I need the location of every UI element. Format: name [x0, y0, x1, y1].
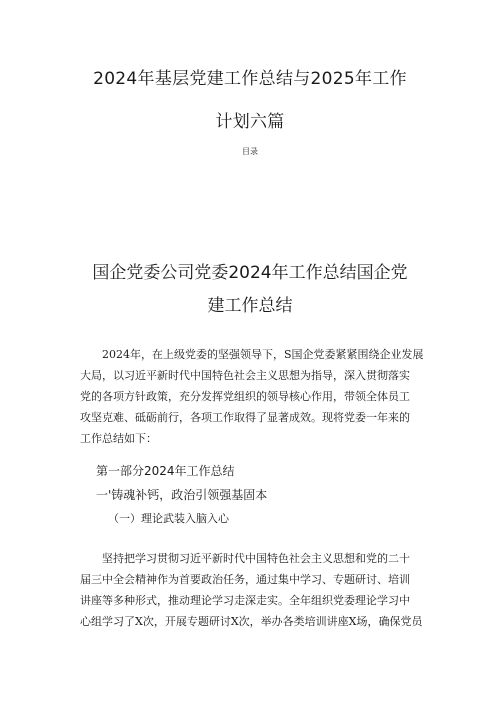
subsection-heading: （一）理论武装入脑入心 [108, 512, 229, 525]
intro-line: 工作总结如下： [80, 432, 157, 445]
document-title-line-1: 2024年基层党建工作总结与2025年工作 [93, 69, 407, 89]
section-title-line-1: 国企党委公司党委2024年工作总结国企党 [92, 263, 408, 283]
intro-line: 2024年，在上级党委的坚强领导下，S国企党委紧紧围绕企业发展 [102, 348, 424, 361]
intro-line: 攻坚克难、砥砺前行，各项工作取得了显著成效。现将党委一年来的 [80, 411, 410, 424]
intro-line: 党的各项方针政策，充分发挥党组织的领导核心作用，带领全体员工 [80, 390, 410, 403]
body-paragraph [80, 548, 425, 632]
body-line: 心组学习了X次，开展专题研讨X次，举办各类培训讲座X场，确保党员 [80, 615, 423, 628]
part-heading: 第一部分2024年工作总结 [96, 464, 235, 478]
chapter-heading: 一'铸魂补钙，政治引领强基固本 [96, 488, 268, 502]
section-title-line-2: 建工作总结 [207, 296, 293, 316]
intro-line: 大局，以习近平新时代中国特色社会主义思想为指导，深入贯彻落实 [80, 369, 410, 382]
toc-label: 目录 [242, 147, 258, 156]
body-line: 讲座等多种形式，推动理论学习走深走实。全年组织党委理论学习中 [80, 594, 410, 607]
document-title-line-2: 计划六篇 [215, 112, 285, 132]
body-line: 届三中全会精神作为首要政治任务，通过集中学习、专题研讨、培训 [80, 573, 410, 586]
body-line: 坚持把学习贯彻习近平新时代中国特色社会主义思想和党的二十 [102, 552, 410, 565]
intro-paragraph [80, 344, 425, 449]
